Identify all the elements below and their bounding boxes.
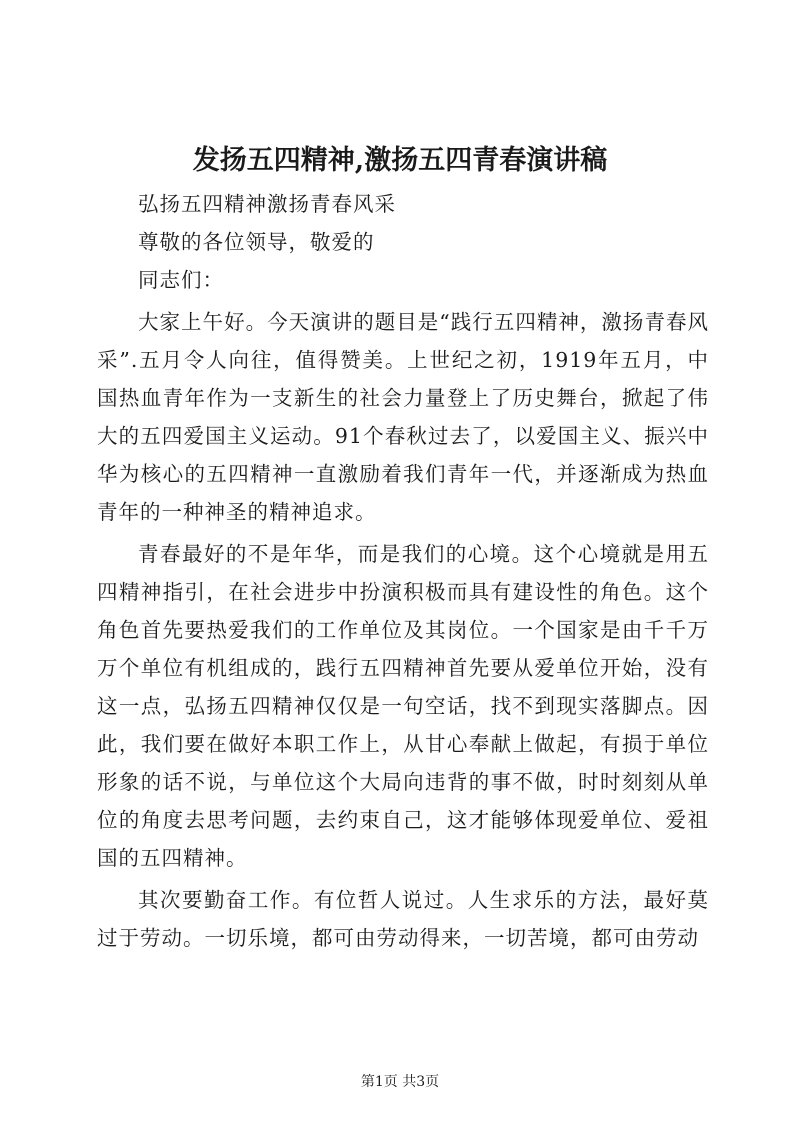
document-body — [97, 185, 709, 957]
paragraph-3: 其次要勤奋工作。有位哲人说过。人生求乐的方法，最好莫过于劳动。一切乐境，都可由劳动得来，一切苦境，都可由劳动 — [97, 888, 709, 950]
salutation-line-2: 同志们： — [138, 268, 224, 292]
paragraph-1: 大家上午好。今天演讲的题目是“践行五四精神，激扬青春风采”.五月令人向往，值得赞美。上世纪之初，1919年五月，中国热血青年作为一支新生的社会力量登上了历史舞台，掀起了伟大的五四爱国主义运动。91个春秋过去了，以爱国主义、振兴中华为核心的五四精神一直激励着我们青年一代，并逐渐成为热血青年的一种神圣的精神追求。 — [97, 310, 709, 524]
page-footer: 第1页 共3页 — [360, 1074, 440, 1090]
paragraph-2: 青春最好的不是年华，而是我们的心境。这个心境就是用五四精神指引，在社会进步中扮演积极而具有建设性的角色。这个角色首先要热爱我们的工作单位及其岗位。一个国家是由千千万万个单位有机组成的，践行五四精神首先要从爱单位开始，没有这一点，弘扬五四精神仅仅是一句空话，找不到现实落脚点。因此，我们要在做好本职工作上，从甘心奉献上做起，有损于单位形象的话不说，与单位这个大局向违背的事不做，时时刻刻从单位的角度去思考问题，去约束自己，这才能够体现爱单位、爱祖国的五四精神。 — [97, 542, 709, 870]
salutation-line-1: 尊敬的各位领导，敬爱的 — [138, 230, 375, 254]
subtitle-line: 弘扬五四精神激扬青春风采 — [138, 192, 396, 216]
document-title: 发扬五四精神,激扬五四青春演讲稿 — [192, 145, 608, 176]
